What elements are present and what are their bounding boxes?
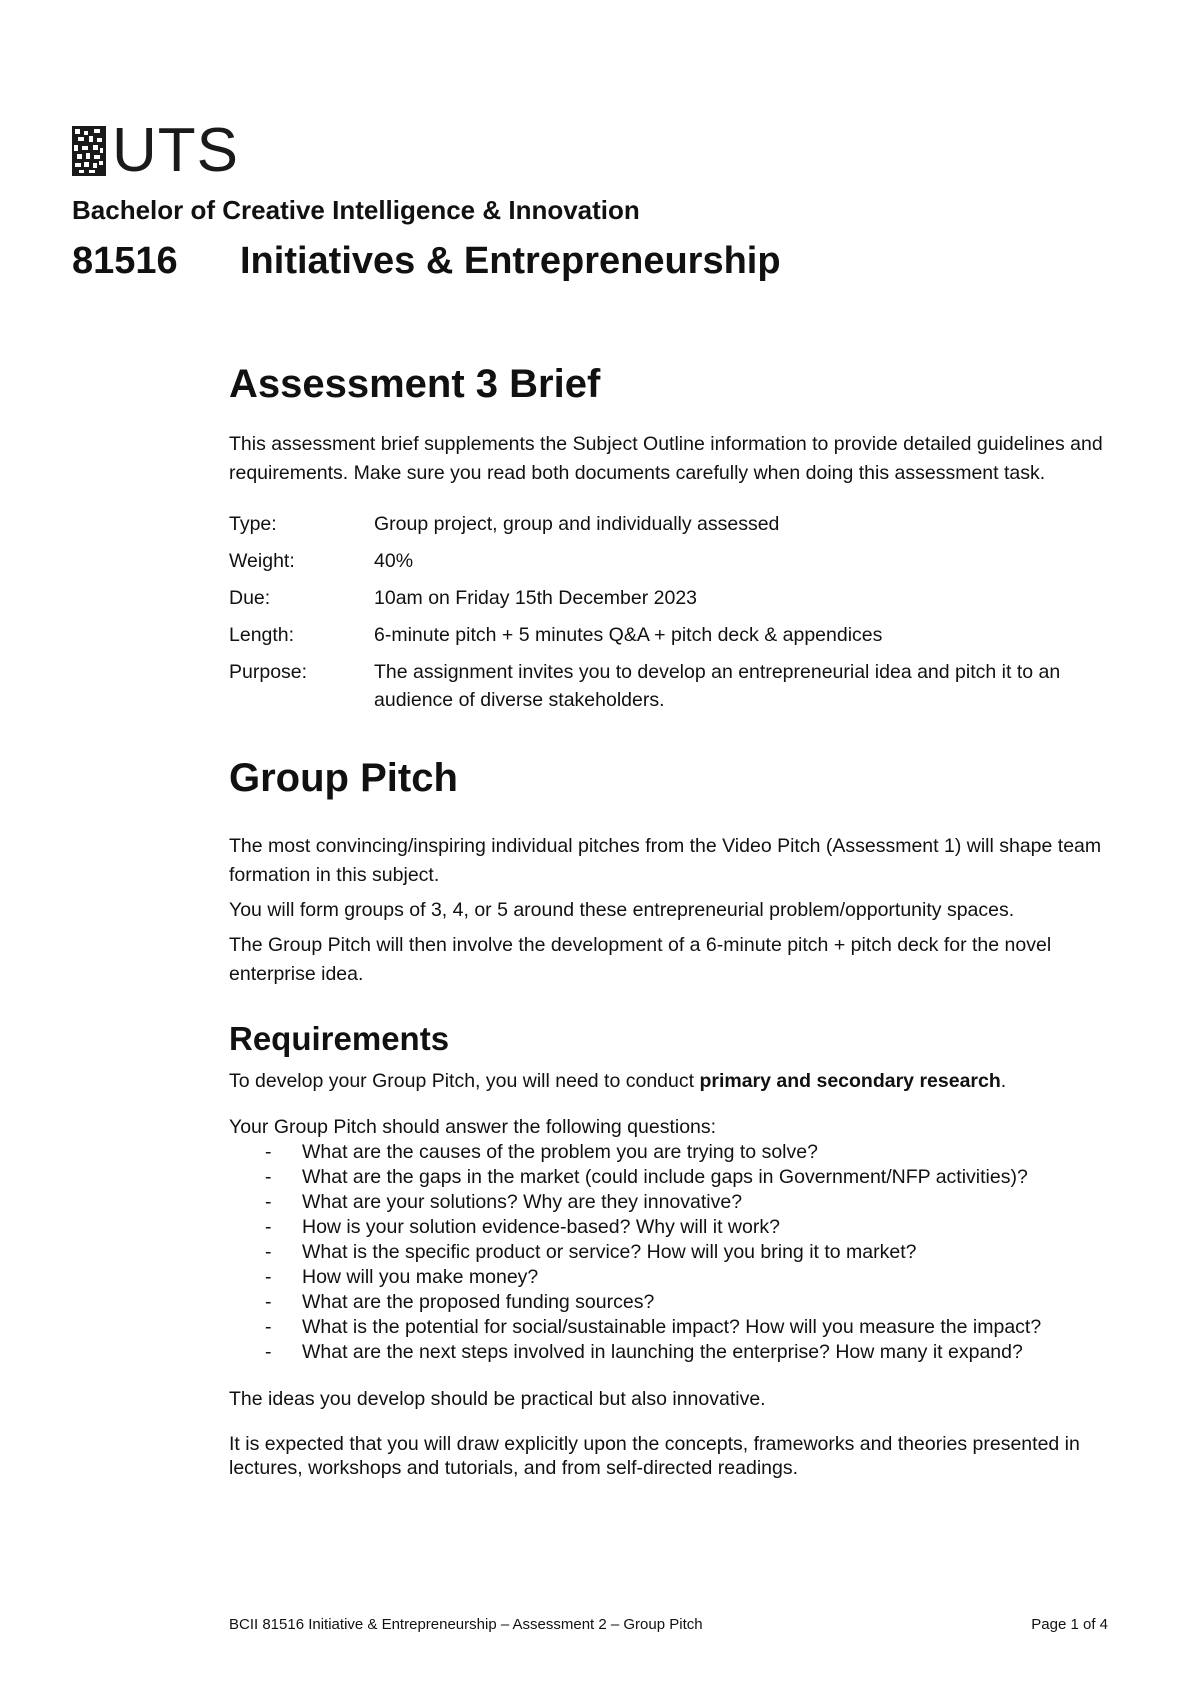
brief-intro: This assessment brief supplements the Subject Outline information to provide detailed guidelines and requirements. Make sure you read both documents carefully when doing this assessment task. bbox=[229, 433, 1103, 484]
meta-value: The assignment invites you to develop an entrepreneurial idea and pitch it to an audience of diverse stakeholders. bbox=[374, 661, 1061, 711]
group-pitch-title: Group Pitch bbox=[229, 756, 458, 800]
list-item: - What is the potential for social/sustainable impact? How will you measure the impact? bbox=[265, 1315, 1139, 1340]
meta-label: Due: bbox=[229, 587, 271, 609]
group-pitch-paragraph: The Group Pitch will then involve the development of a 6-minute pitch + pitch deck for the novel enterprise idea. bbox=[229, 934, 1052, 985]
brief-title: Assessment 3 Brief bbox=[229, 362, 601, 406]
requirements-title: Requirements bbox=[229, 1020, 450, 1057]
list-item: - What are your solutions? Why are they innovative? bbox=[265, 1190, 1139, 1215]
meta-label: Purpose: bbox=[229, 661, 308, 683]
questions-intro: Your Group Pitch should answer the following questions: bbox=[229, 1115, 717, 1138]
subject-heading bbox=[72, 240, 781, 283]
closing-paragraph: The ideas you develop should be practical but also innovative. bbox=[229, 1387, 766, 1410]
requirements-intro-text: To develop your Group Pitch, you will need to conduct bbox=[229, 1069, 700, 1092]
list-item: - What are the proposed funding sources? bbox=[265, 1290, 1139, 1315]
meta-label: Weight: bbox=[229, 550, 295, 572]
list-item: - How is your solution evidence-based? Why will it work? bbox=[265, 1215, 1139, 1240]
document-body bbox=[229, 360, 1139, 1480]
meta-value: Group project, group and individually assessed bbox=[374, 513, 780, 535]
meta-value: 6-minute pitch + 5 minutes Q&A + pitch deck & appendices bbox=[374, 624, 883, 646]
degree-title: Bachelor of Creative Intelligence & Innovation bbox=[72, 195, 640, 225]
subject-name: Initiatives & Entrepreneurship bbox=[240, 240, 781, 282]
logo-wordmark: UTS bbox=[112, 116, 239, 185]
meta-row-length bbox=[229, 621, 1139, 649]
requirements-intro-end: . bbox=[1000, 1069, 1007, 1092]
meta-row-purpose bbox=[229, 658, 1139, 714]
meta-row-due bbox=[229, 584, 1139, 612]
assessment-details bbox=[229, 510, 1139, 714]
list-item: - How will you make money? bbox=[265, 1265, 1139, 1290]
requirements-intro-bold: primary and secondary research bbox=[699, 1069, 1001, 1092]
group-pitch-paragraph: The most convincing/inspiring individual pitches from the Video Pitch (Assessment 1) will shape team formation in this subject. bbox=[229, 835, 1102, 886]
questions-list bbox=[229, 1140, 1139, 1365]
uts-crest-icon bbox=[72, 126, 106, 176]
meta-value: 10am on Friday 15th December 2023 bbox=[374, 587, 698, 609]
group-pitch-paragraph: You will form groups of 3, 4, or 5 around these entrepreneurial problem/opportunity spaces. bbox=[229, 899, 1015, 921]
meta-label: Type: bbox=[229, 513, 277, 535]
meta-label: Length: bbox=[229, 624, 295, 646]
meta-row-type bbox=[229, 510, 1139, 538]
meta-value: 40% bbox=[374, 550, 414, 572]
uts-logo bbox=[72, 116, 239, 185]
list-item: - What are the next steps involved in launching the enterprise? How many it expand? bbox=[265, 1340, 1139, 1365]
meta-row-weight bbox=[229, 547, 1139, 575]
list-item: - What is the specific product or service? How will you bring it to market? bbox=[265, 1240, 1139, 1265]
footer-document-title: BCII 81516 Initiative & Entrepreneurship – Assessment 2 – Group Pitch bbox=[229, 1616, 703, 1633]
footer-page-number: Page 1 of 4 bbox=[1031, 1616, 1108, 1633]
subject-code: 81516 bbox=[72, 240, 178, 282]
requirements-intro bbox=[229, 1067, 1139, 1096]
list-item: - What are the gaps in the market (could include gaps in Government/NFP activities)? bbox=[265, 1165, 1139, 1190]
list-item: - What are the causes of the problem you are trying to solve? bbox=[265, 1140, 1139, 1165]
closing-paragraph: It is expected that you will draw explicitly upon the concepts, frameworks and theories presented in lectures, workshops and tutorials, and from self-directed readings. bbox=[229, 1432, 1080, 1479]
